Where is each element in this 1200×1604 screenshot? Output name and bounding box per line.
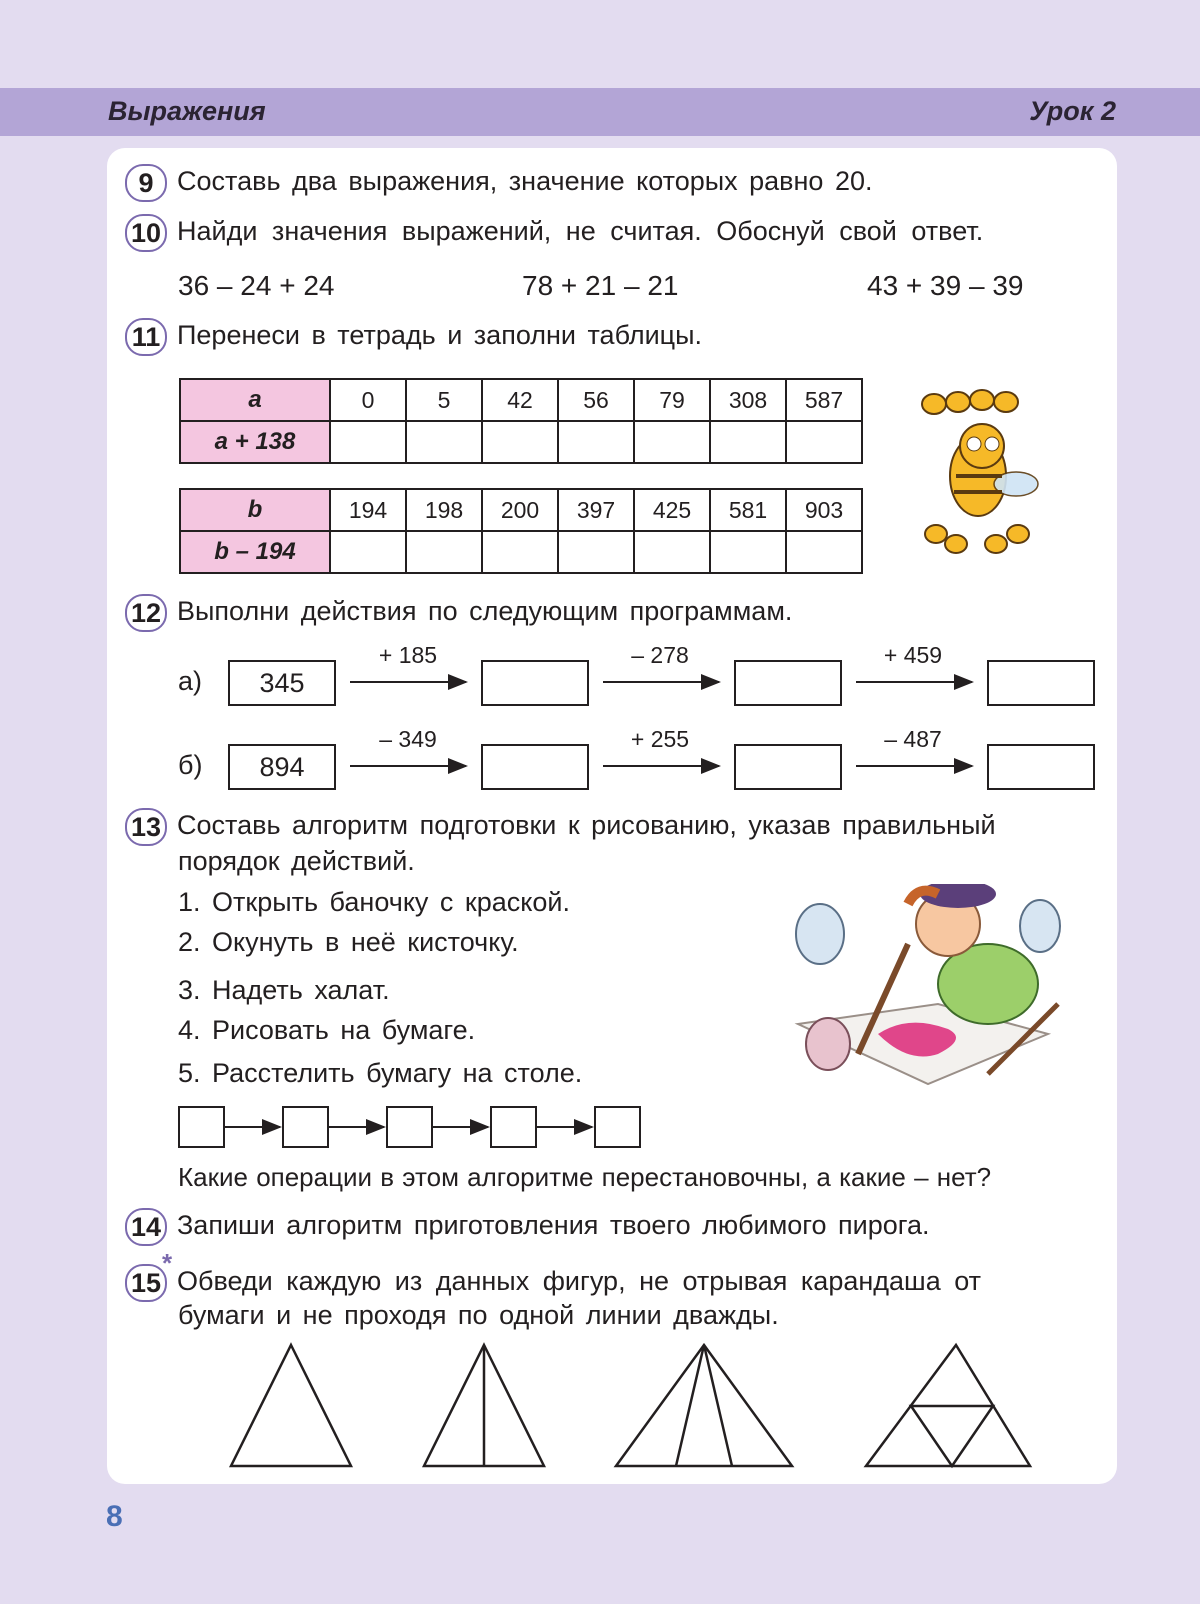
header-cell: b bbox=[180, 489, 330, 531]
task-number: 15 bbox=[125, 1264, 167, 1302]
task-number: 14 bbox=[125, 1208, 167, 1246]
value-cell: 587 bbox=[786, 379, 862, 421]
value-cell: 5 bbox=[406, 379, 482, 421]
task-text: Выполни действия по следующим программам. bbox=[177, 596, 793, 626]
difficulty-star: * bbox=[162, 1248, 173, 1278]
value-cell: 0 bbox=[330, 379, 406, 421]
sequence-arrows bbox=[0, 1100, 1200, 1150]
value-cell: 198 bbox=[406, 489, 482, 531]
value-cell: 425 bbox=[634, 489, 710, 531]
task-text-continued: бумаги и не проходя по одной линии дважды. bbox=[178, 1300, 779, 1330]
task-text: Составь два выражения, значение которых равно 20. bbox=[177, 166, 873, 196]
section-title: Выражения bbox=[108, 96, 266, 126]
task-number: 10 bbox=[125, 214, 167, 252]
page-number: 8 bbox=[106, 1500, 123, 1533]
triangle-figure-1 bbox=[231, 1345, 351, 1466]
task-text: Обведи каждую из данных фигур, не отрывая карандаша от bbox=[177, 1266, 981, 1296]
operation-label: – 487 bbox=[884, 726, 942, 752]
header-cell: a + 138 bbox=[180, 421, 330, 463]
value-cell: 56 bbox=[558, 379, 634, 421]
operation-label: + 459 bbox=[883, 642, 943, 668]
painter-boy-illustration bbox=[788, 884, 1078, 1094]
algorithm-step: 4. Рисовать на бумаге. bbox=[178, 1015, 476, 1045]
operation-label: – 349 bbox=[379, 726, 437, 752]
value-cell: 79 bbox=[634, 379, 710, 421]
program-label: б) bbox=[178, 750, 203, 780]
task-number: 11 bbox=[125, 318, 167, 356]
start-box: 345 bbox=[228, 660, 336, 706]
expression: 36 – 24 + 24 bbox=[178, 270, 335, 301]
expression: 78 + 21 – 21 bbox=[522, 270, 679, 301]
value-cell: 581 bbox=[710, 489, 786, 531]
triangle-figure-4 bbox=[866, 1345, 1030, 1466]
program-label: а) bbox=[178, 666, 203, 696]
value-cell: 397 bbox=[558, 489, 634, 531]
value-cell: 194 bbox=[330, 489, 406, 531]
lesson-title: Урок 2 bbox=[1029, 96, 1116, 126]
operation-label: – 278 bbox=[631, 642, 689, 668]
task-number: 12 bbox=[125, 594, 167, 632]
header-cell: a bbox=[180, 379, 330, 421]
value-cell: 42 bbox=[482, 379, 558, 421]
task-text-continued: порядок действий. bbox=[178, 846, 415, 876]
algorithm-step: 5. Расстелить бумагу на столе. bbox=[178, 1058, 583, 1088]
value-cell: 903 bbox=[786, 489, 862, 531]
value-cell: 308 bbox=[710, 379, 786, 421]
operation-label: + 185 bbox=[378, 642, 438, 668]
operation-label: + 255 bbox=[630, 726, 690, 752]
value-cell: 200 bbox=[482, 489, 558, 531]
task-text: Запиши алгоритм приготовления твоего любимого пирога. bbox=[177, 1210, 930, 1240]
expression: 43 + 39 – 39 bbox=[867, 270, 1024, 301]
task-number: 9 bbox=[125, 164, 167, 202]
triangle-figures bbox=[0, 1340, 1200, 1470]
start-box: 894 bbox=[228, 744, 336, 790]
task-text: Перенеси в тетрадь и заполни таблицы. bbox=[177, 320, 703, 350]
program-arrows bbox=[0, 0, 1200, 800]
triangle-figure-2 bbox=[424, 1345, 544, 1466]
algorithm-question: Какие операции в этом алгоритме перестановочны, а какие – нет? bbox=[178, 1162, 992, 1192]
task-text: Составь алгоритм подготовки к рисованию, указав правильный bbox=[177, 810, 996, 840]
algorithm-step: 1. Открыть баночку с краской. bbox=[178, 887, 570, 917]
triangle-figure-3 bbox=[616, 1345, 792, 1466]
algorithm-step: 2. Окунуть в неё кисточку. bbox=[178, 927, 519, 957]
task-text: Найди значения выражений, не считая. Обоснуй свой ответ. bbox=[177, 216, 984, 246]
task-number: 13 bbox=[125, 808, 167, 846]
header-cell: b – 194 bbox=[180, 531, 330, 573]
algorithm-step: 3. Надеть халат. bbox=[178, 975, 390, 1005]
